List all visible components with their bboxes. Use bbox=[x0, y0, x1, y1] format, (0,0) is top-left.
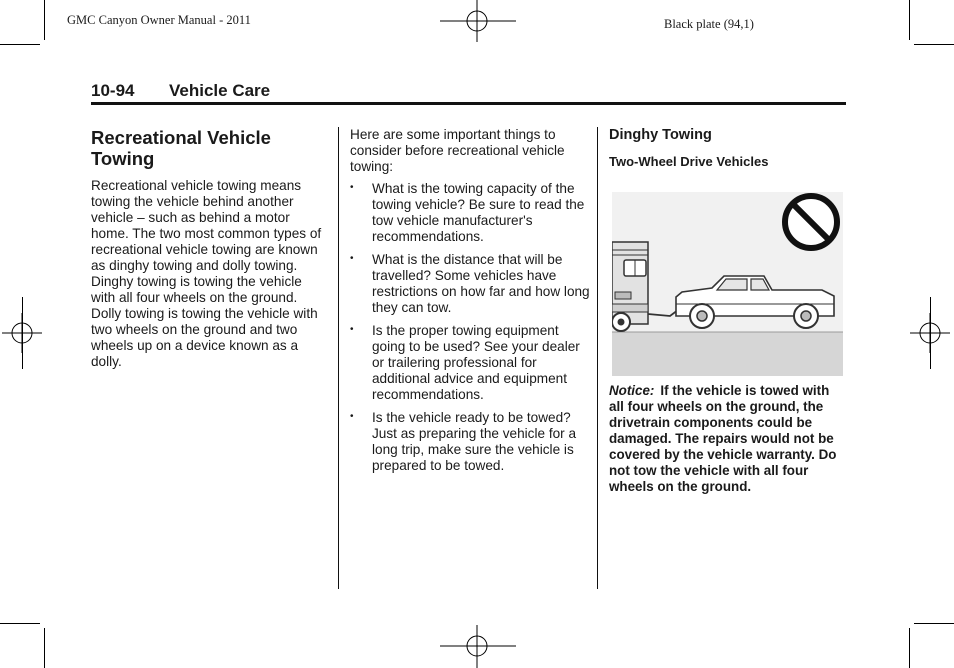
list-item bbox=[350, 181, 590, 245]
two-wheel-drive-subheading: Two-Wheel Drive Vehicles bbox=[609, 154, 769, 169]
list-item-text: What is the distance that will be travelled? Some vehicles have restrictions on how far and how long they can tow. bbox=[372, 252, 590, 315]
article-title: Recreational Vehicle Towing bbox=[91, 127, 271, 169]
header-rule bbox=[91, 102, 846, 105]
bullet-icon: • bbox=[350, 253, 354, 264]
dinghy-towing-heading: Dinghy Towing bbox=[609, 127, 712, 143]
registration-target-icon bbox=[440, 0, 516, 46]
registration-target-icon bbox=[2, 313, 42, 353]
considerations-list bbox=[350, 181, 590, 474]
bullet-icon: • bbox=[350, 324, 354, 335]
notice-block bbox=[609, 383, 844, 495]
intro-paragraph: Here are some important things to consider before recreational vehicle towing: bbox=[350, 127, 565, 174]
list-item bbox=[350, 410, 590, 474]
no-towing-prohibition-icon bbox=[785, 196, 837, 248]
article-body: Recreational vehicle towing means towing the vehicle behind another vehicle – such as behind a motor home. The two most common types of recreational vehicle towing are known as dinghy towing and dolly towing. Dinghy towing is towing the vehicle with all four wheels on the ground. Dolly towing is towing the vehicle with two wheels on the ground and two wheels up on a device known as a dolly. bbox=[91, 178, 322, 369]
list-item bbox=[350, 323, 590, 403]
registration-target-icon bbox=[440, 625, 516, 668]
column-divider bbox=[338, 127, 339, 589]
page-number: 10-94 bbox=[91, 81, 135, 100]
list-item-text: Is the proper towing equipment going to be used? See your dealer or trailering professional for additional advice and equipment recommendations. bbox=[372, 323, 580, 402]
list-item-text: What is the towing capacity of the towing vehicle? Be sure to read the tow vehicle manufacturer's recommendations. bbox=[372, 181, 585, 244]
notice-label: Notice: bbox=[609, 383, 655, 398]
plate-label: Black plate (94,1) bbox=[664, 17, 754, 31]
column-divider bbox=[597, 127, 598, 589]
column-1 bbox=[91, 127, 326, 370]
bullet-icon: • bbox=[350, 411, 354, 422]
motor-home-icon bbox=[612, 242, 648, 331]
section-name: Vehicle Care bbox=[169, 81, 271, 100]
manual-title: GMC Canyon Owner Manual - 2011 bbox=[67, 13, 251, 27]
column-2 bbox=[350, 127, 590, 481]
column-3 bbox=[609, 127, 844, 170]
notice-text: If the vehicle is towed with all four wheels on the ground, the drivetrain components could be damaged. The repairs would not be covered by the vehicle warranty. Do not tow the vehicle with all four wheels on the ground. bbox=[609, 383, 837, 494]
list-item bbox=[350, 252, 590, 316]
bullet-icon: • bbox=[350, 182, 354, 193]
dinghy-towing-illustration bbox=[612, 192, 843, 376]
registration-target-icon bbox=[910, 313, 950, 353]
list-item-text: Is the vehicle ready to be towed? Just as preparing the vehicle for a long trip, make sure the vehicle is prepared to be towed. bbox=[372, 410, 577, 473]
section-heading bbox=[91, 81, 270, 101]
